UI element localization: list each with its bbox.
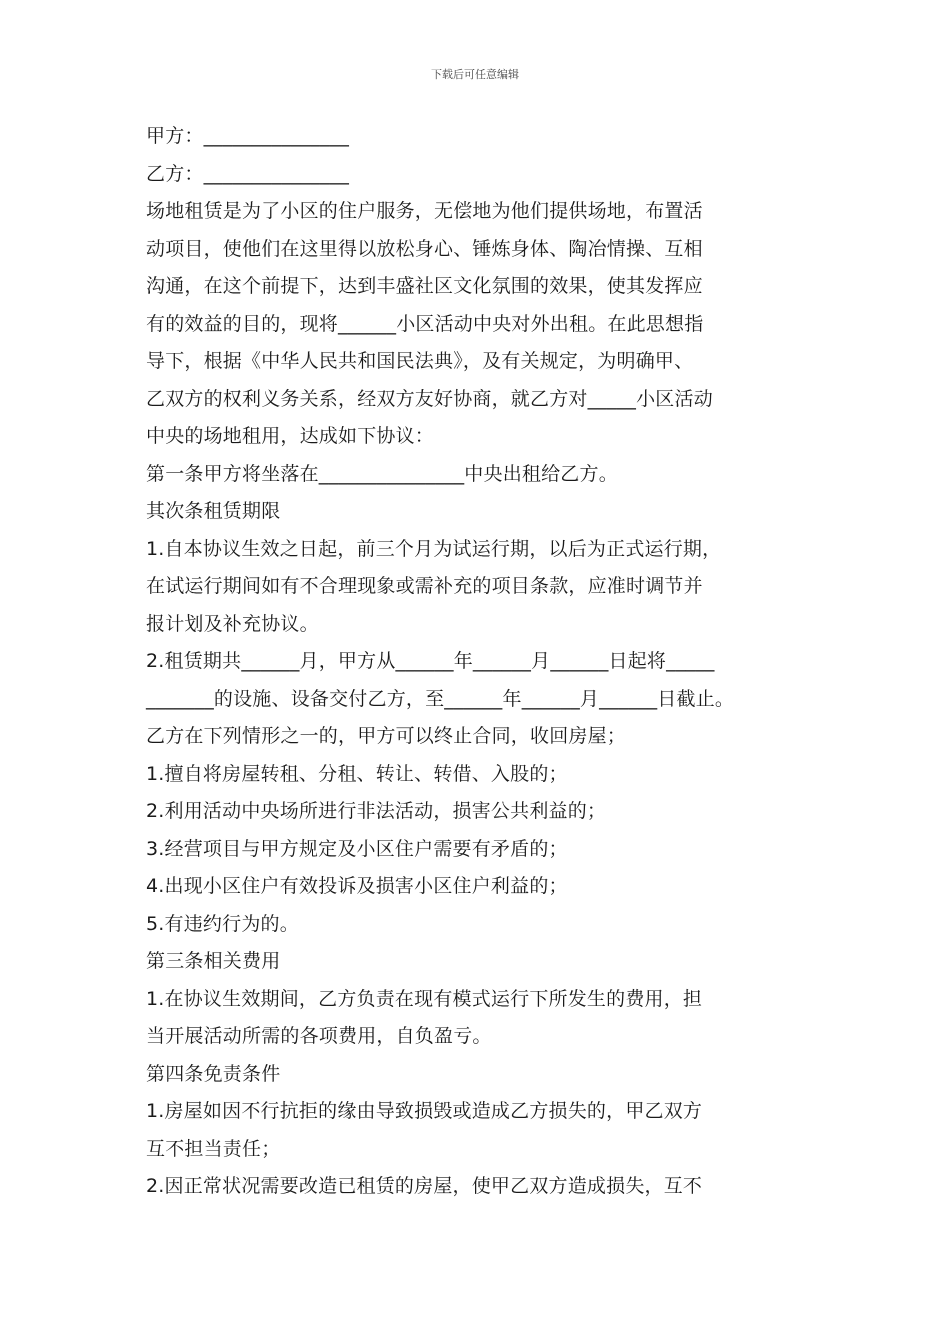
paragraph-line: 在试运行期间如有不合理现象或需补充的项目条款，应准时调节并: [146, 575, 703, 597]
paragraph-line: 导下，根据《中华人民共和国民法典》，及有关规定，为明确甲、: [146, 350, 694, 372]
paragraph-line: 报计划及补充协议。: [146, 612, 319, 635]
paragraph-line: 中央的场地租用，达成如下协议：: [146, 425, 435, 447]
paragraph-line: 乙方在下列情形之一的，甲方可以终止合同，收回房屋；: [146, 725, 627, 747]
paragraph-line: 互不担当责任；: [146, 1137, 281, 1160]
paragraph-line: 场地租赁是为了小区的住户服务，无偿地为他们提供场地，布置活: [146, 200, 703, 222]
paragraph-line: 沟通，在这个前提下，达到丰盛社区文化氛围的效果，使其发挥应: [146, 275, 703, 297]
list-item: 2.利用活动中央场所进行非法活动，损害公共利益的；: [146, 800, 607, 822]
article-3-heading: 第三条相关费用: [146, 950, 281, 972]
list-item: 5.有违约行为的。: [146, 912, 299, 935]
paragraph-line: 1.房屋如因不行抗拒的缘由导致损毁或造成乙方损失的，甲乙双方: [146, 1100, 703, 1122]
paragraph-line: 乙双方的权利义务关系，经双方友好协商，就乙方对_____小区活动: [146, 387, 713, 410]
article-4-heading: 第四条免责条件: [146, 1062, 281, 1085]
list-item: 3.经营项目与甲方规定及小区住户需要有矛盾的；: [146, 837, 568, 860]
article-2-heading: 其次条租赁期限: [146, 500, 281, 522]
paragraph-line: 2.因正常状况需要改造已租赁的房屋，使甲乙双方造成损失，互不: [146, 1175, 703, 1197]
paragraph-line: 有的效益的目的，现将______小区活动中央对外出租。在此思想指: [146, 312, 704, 335]
paragraph-line: 1.在协议生效期间，乙方负责在现有模式运行下所发生的费用，担: [146, 987, 703, 1010]
list-item: 1.擅自将房屋转租、分租、转让、转借、入股的；: [146, 762, 568, 785]
paragraph-line: 1.自本协议生效之日起，前三个月为试运行期，以后为正式运行期，: [146, 537, 722, 560]
party-b-line: 乙方：_______________: [146, 162, 350, 185]
paragraph-line: 2.租赁期共______月，甲方从______年______月______日起将_____: [146, 650, 715, 672]
paragraph-line: 当开展活动所需的各项费用，自负盈亏。: [146, 1025, 492, 1047]
list-item: 4.出现小区住户有效投诉及损害小区住户利益的；: [146, 875, 568, 897]
paragraph-line: 动项目，使他们在这里得以放松身心、锤炼身体、陶冶情操、互相: [146, 237, 703, 260]
paragraph-line: _______的设施、设备交付乙方，至______年______月______日截止。: [146, 687, 735, 710]
document-body: [146, 118, 816, 1206]
party-a-line: 甲方：_______________: [146, 125, 350, 147]
page-header-note: 下载后可任意编辑: [431, 68, 519, 81]
article-1-line: 第一条甲方将坐落在_______________中央出租给乙方。: [146, 462, 618, 485]
